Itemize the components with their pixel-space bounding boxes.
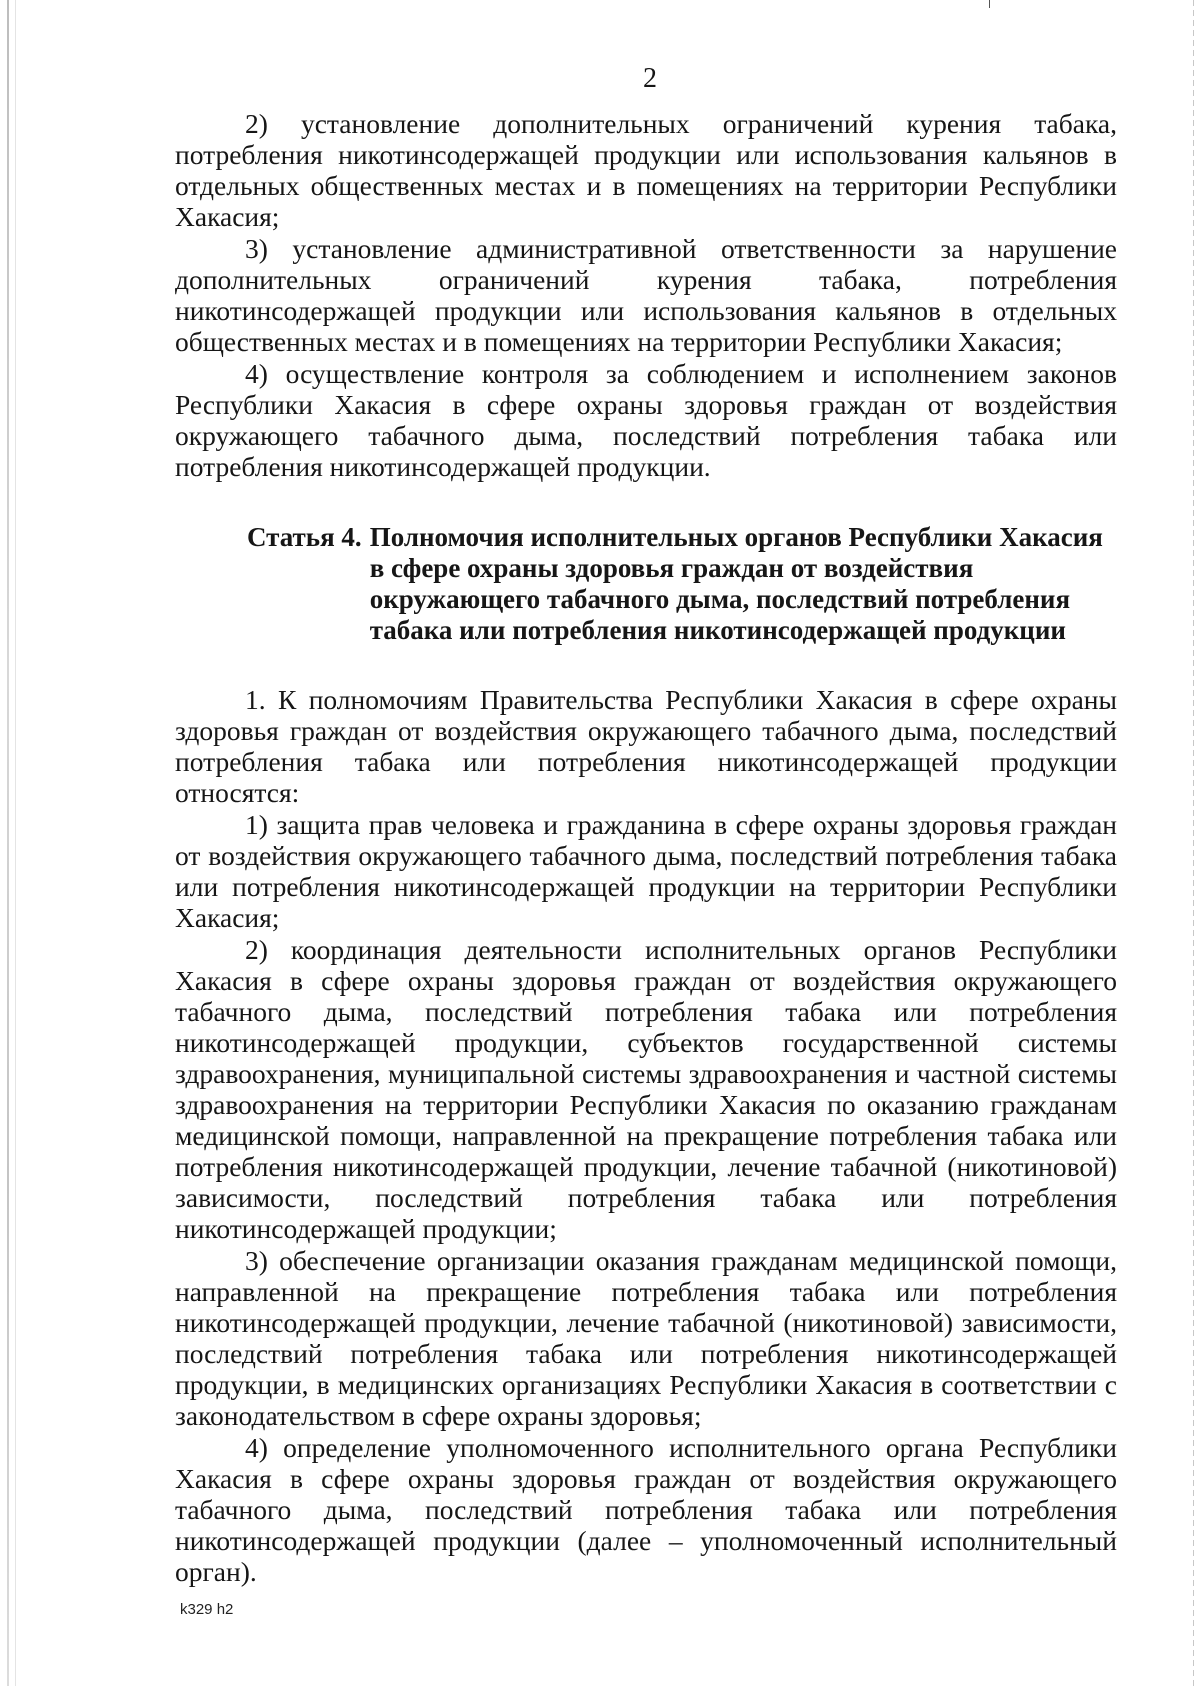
paragraph-item-3: 3) установление административной ответственности за нарушение дополнительных ограничений курения табака, потребления никотинсодержащей продукции или использования кальянов в отдельных общественных местах и в помещениях на территории Республики Хакасия; — [175, 233, 1117, 357]
scan-edge-left-inner — [15, 0, 16, 1686]
page-number: 2 — [643, 63, 657, 94]
scan-tick-mark — [989, 0, 990, 8]
scan-edge-left — [7, 0, 9, 1686]
paragraph-subitem-2: 2) координация деятельности исполнительных органов Республики Хакасия в сфере охраны здоровья граждан от воздействия окружающего табачного дыма, последствий потребления табака или потребления никотинсодержащей продукции, субъектов государственной системы здравоохранения, муниципальной системы здравоохранения и частной системы здравоохранения на территории Республики Хакасия по оказанию гражданам медицинской помощи, направленной на прекращение потребления табака или потребления никотинсодержащей продукции, лечение табачной (никотиновой) зависимости, последствий потребления табака или потребления никотинсодержащей продукции; — [175, 934, 1117, 1244]
article-label: Статья 4. — [247, 522, 362, 552]
article-title-text: Полномочия исполнительных органов Республики Хакасия в сфере охраны здоровья граждан от воздействия окружающего табачного дыма, последствий потребления табака или потребления никотинсодержащей продукции — [369, 522, 1103, 645]
paragraph-subitem-3: 3) обеспечение организации оказания гражданам медицинской помощи, направленной на прекращение потребления табака или потребления никотинсодержащей продукции, лечение табачной (никотиновой) зависимости, последствий потребления табака или потребления никотинсодержащей продукции, в медицинских организациях Республики Хакасия в соответствии с законодательством в сфере охраны здоровья; — [175, 1245, 1117, 1431]
paragraph-item-4: 4) осуществление контроля за соблюдением и исполнением законов Республики Хакасия в сфере охраны здоровья граждан от воздействия окружающего табачного дыма, последствий потребления табака или потребления никотинсодержащей продукции. — [175, 358, 1117, 482]
document-body — [175, 108, 1117, 1587]
article-heading — [247, 522, 1117, 646]
paragraph-subitem-1: 1) защита прав человека и гражданина в сфере охраны здоровья граждан от воздействия окружающего табачного дыма, последствий потребления табака или потребления никотинсодержащей продукции на территории Республики Хакасия; — [175, 809, 1117, 933]
paragraph-item-2: 2) установление дополнительных ограничений курения табака, потребления никотинсодержащей продукции или использования кальянов в отдельных общественных местах и в помещениях на территории Республики Хакасия; — [175, 108, 1117, 232]
paragraph-clause-1: 1. К полномочиям Правительства Республики Хакасия в сфере охраны здоровья граждан от воздействия окружающего табачного дыма, последствий потребления табака или потребления никотинсодержащей продукции относятся: — [175, 684, 1117, 808]
scan-edge-right — [1193, 0, 1194, 1686]
footer-document-code: k329 h2 — [180, 1601, 234, 1618]
paragraph-subitem-4: 4) определение уполномоченного исполнительного органа Республики Хакасия в сфере охраны здоровья граждан от воздействия окружающего табачного дыма, последствий потребления табака или потребления никотинсодержащей продукции (далее – уполномоченный исполнительный орган). — [175, 1432, 1117, 1587]
